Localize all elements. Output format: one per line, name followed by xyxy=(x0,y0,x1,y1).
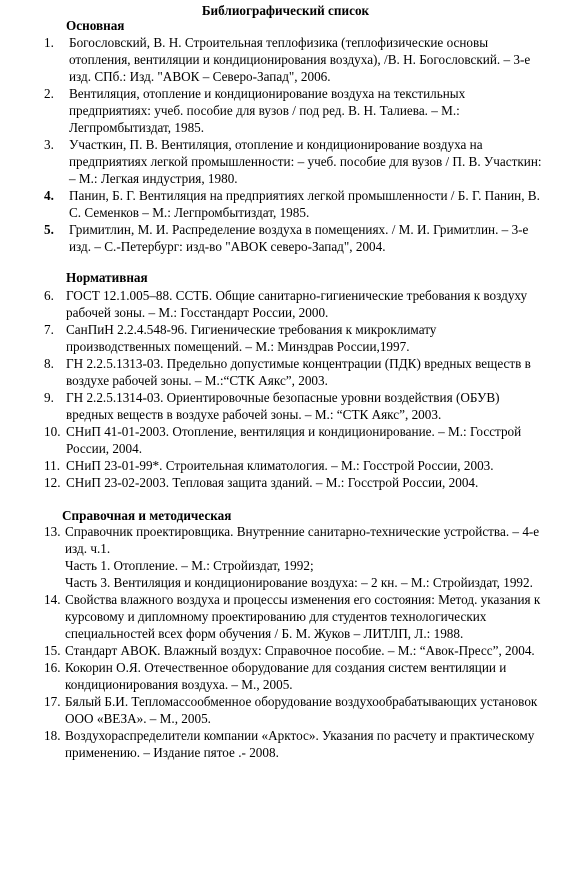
reference-number: 6. xyxy=(44,288,54,303)
reference-item xyxy=(44,187,544,221)
reference-text: Участкин, П. В. Вентиляция, отопление и кондиционирование воздуха на предприятиях легкой промышленности: – учеб. пособие для вузов / П. В. Участкин: – М.: Легкая индустрия, 1980. xyxy=(69,137,542,186)
reference-text: ГН 2.2.5.1313-03. Предельно допустимые концентрации (ПДК) вредных веществ в воздухе рабочей зоны. – М.:“СТК Аякс”, 2003. xyxy=(66,356,531,388)
reference-item xyxy=(44,457,544,474)
reference-number: 11. xyxy=(44,458,60,473)
section-heading-main: Основная xyxy=(66,18,125,33)
reference-text: СНиП 41-01-2003. Отопление, вентиляция и кондиционирование. – М.: Госстрой России, 2004. xyxy=(66,424,522,456)
reference-item xyxy=(44,642,564,659)
reference-list-main xyxy=(44,34,544,255)
section-heading-normative: Нормативная xyxy=(66,270,148,285)
reference-text: СНиП 23-02-2003. Тепловая защита зданий. – М.: Госстрой России, 2004. xyxy=(66,475,479,490)
reference-item xyxy=(44,659,564,693)
reference-text: Богословский, В. Н. Строительная теплофизика (теплофизические основы отопления, вентиляции и кондиционирования воздуха), /В. Н. Богословский. – 3-е изд. СПб.: Изд. "АВОК – Северо-Запад", 2006. xyxy=(69,35,531,84)
reference-text: Бялый Б.И. Тепломассообменное оборудование воздухообрабатывающих установок ООО «ВЕЗА». – М., 2005. xyxy=(65,694,538,726)
reference-number: 15. xyxy=(44,643,61,658)
reference-number: 9. xyxy=(44,390,54,405)
reference-number: 8. xyxy=(44,356,54,371)
reference-number: 16. xyxy=(44,660,61,675)
reference-item xyxy=(44,591,564,642)
reference-list-normative xyxy=(44,287,544,491)
reference-item xyxy=(44,85,544,136)
reference-number: 18. xyxy=(44,728,61,743)
reference-item xyxy=(44,136,544,187)
reference-item xyxy=(44,693,564,727)
reference-item xyxy=(44,287,544,321)
reference-item xyxy=(44,727,564,761)
reference-text: СанПиН 2.2.4.548-96. Гигиенические требования к микроклимату производственных помещений. – М.: Минздрав России,1997. xyxy=(66,322,437,354)
reference-number: 4. xyxy=(44,188,54,203)
reference-item xyxy=(44,423,544,457)
reference-text: Свойства влажного воздуха и процессы изменения его состояния: Метод. указания к курсовому и дипломному проектированию для студентов технологических специальностей всех форм обучения / Б. М. Жуков – ЛИТЛП, Л.: 1988. xyxy=(65,592,541,641)
reference-number: 7. xyxy=(44,322,54,337)
reference-number: 13. xyxy=(44,524,61,539)
reference-number: 1. xyxy=(44,35,54,50)
reference-item xyxy=(44,389,544,423)
reference-item xyxy=(44,34,544,85)
reference-text: Гримитлин, М. И. Распределение воздуха в помещениях. / М. И. Гримитлин. – 3-е изд. – С.-Петербург: изд-во "АВОК северо-Запад", 2004. xyxy=(69,222,529,254)
reference-item xyxy=(44,321,544,355)
page-title: Библиографический список xyxy=(201,3,370,18)
reference-text: Стандарт АВОК. Влажный воздух: Справочное пособие. – М.: “Авок-Пресс”, 2004. xyxy=(65,643,535,658)
reference-number: 5. xyxy=(44,222,54,237)
reference-item xyxy=(44,355,544,389)
reference-number: 3. xyxy=(44,137,54,152)
reference-text: Справочник проектировщика. Внутренние санитарно-технические устройства. – 4-е изд. ч.1. Часть 1. Отопление. – М.: Стройиздат, 1992; Часть 3. Вентиляция и кондиционирование воздуха: – 2 кн. – М.: Стройиздат, 1992. xyxy=(65,524,540,590)
reference-text: СНиП 23-01-99*. Строительная климатология. – М.: Госстрой России, 2003. xyxy=(66,458,494,473)
reference-number: 10. xyxy=(44,424,61,439)
reference-number: 17. xyxy=(44,694,61,709)
reference-item xyxy=(44,474,544,491)
reference-list-methodical xyxy=(44,523,564,761)
reference-text: Панин, Б. Г. Вентиляция на предприятиях легкой промышленности / Б. Г. Панин, В. С. Семенков – М.: Легпромбытиздат, 1985. xyxy=(69,188,540,220)
reference-text: Кокорин О.Я. Отечественное оборудование для создания систем вентиляции и кондиционирования воздуха. – М., 2005. xyxy=(65,660,507,692)
section-heading-reference: Справочная и методическая xyxy=(62,508,232,523)
reference-item xyxy=(44,221,544,255)
reference-number: 12. xyxy=(44,475,61,490)
reference-item xyxy=(44,523,564,591)
reference-text: ГОСТ 12.1.005–88. ССТБ. Общие санитарно-гигиенические требования к воздуху рабочей зоны. – М.: Госстандарт России, 2000. xyxy=(66,288,528,320)
reference-text: Вентиляция, отопление и кондиционирование воздуха на текстильных предприятиях: учеб. пособие для вузов / под ред. В. Н. Талиева. – М.: Легпромбытиздат, 1985. xyxy=(69,86,466,135)
reference-text: Воздухораспределители компании «Арктос». Указания по расчету и практическому применению. – Издание пятое .- 2008. xyxy=(65,728,535,760)
reference-number: 2. xyxy=(44,86,54,101)
reference-number: 14. xyxy=(44,592,61,607)
reference-text: ГН 2.2.5.1314-03. Ориентировочные безопасные уровни воздействия (ОБУВ) вредных веществ в воздухе рабочей зоны. – М.: “СТК Аякс”, 2003. xyxy=(66,390,500,422)
